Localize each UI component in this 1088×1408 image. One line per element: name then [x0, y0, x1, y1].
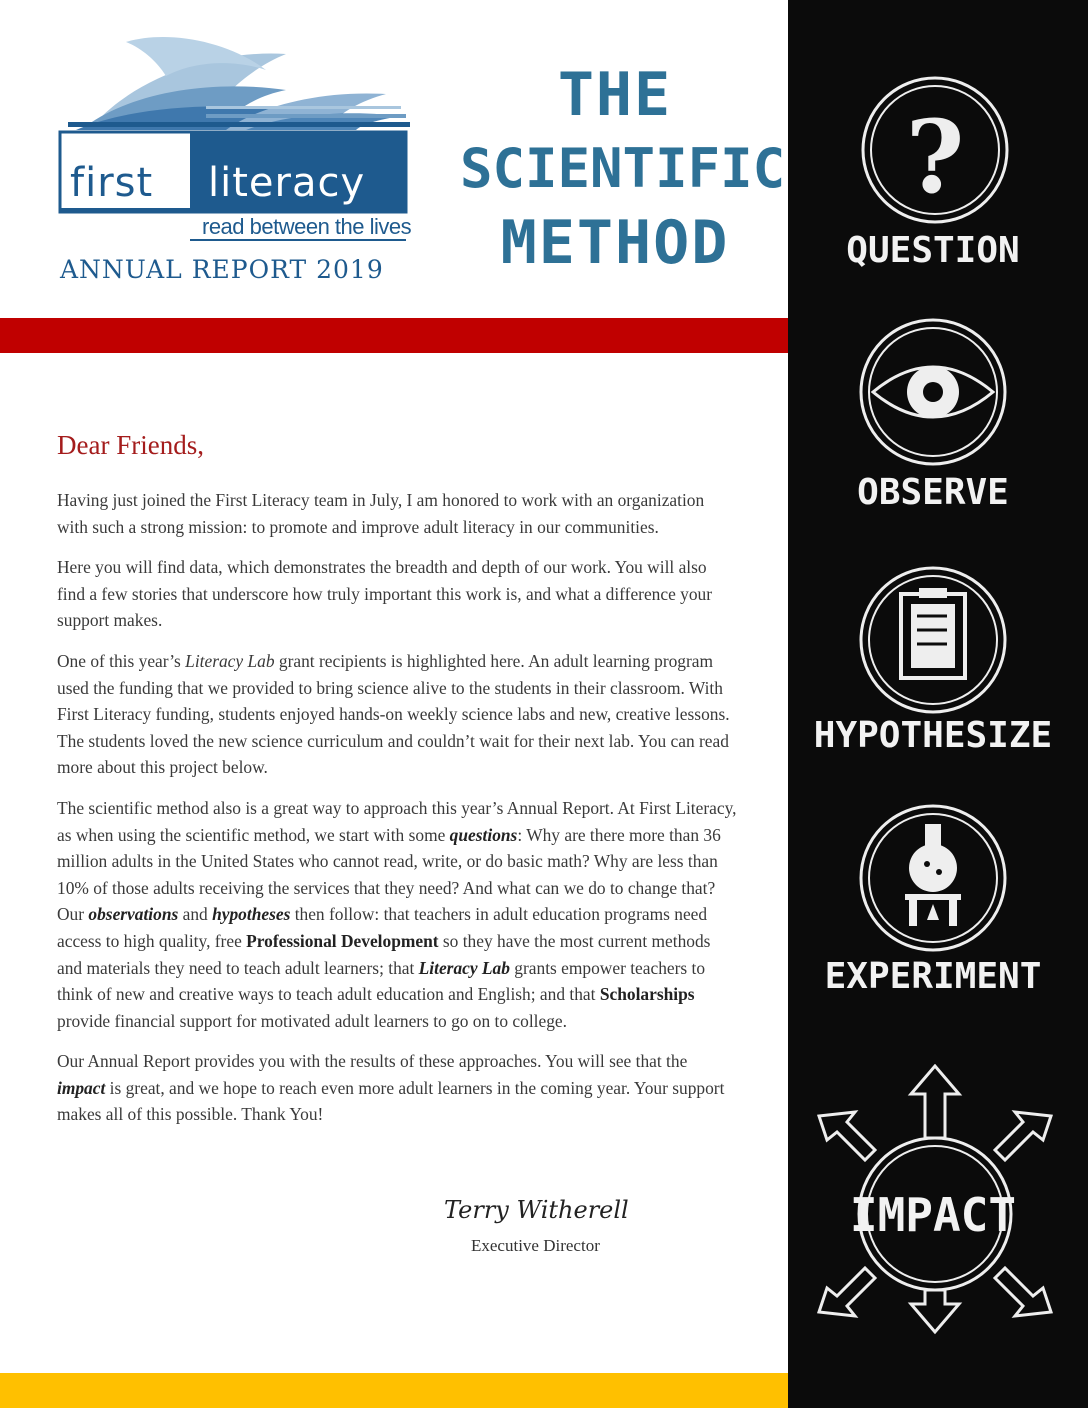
annual-report-label: ANNUAL REPORT 2019	[60, 255, 384, 284]
scientific-method-sidebar	[788, 0, 1088, 1408]
red-divider-band	[0, 318, 788, 353]
step-label-question: QUESTION	[846, 230, 1020, 271]
first-literacy-logo	[56, 30, 416, 250]
yellow-footer-band	[0, 1373, 788, 1408]
emphasis-professional-development: Professional Development	[246, 930, 439, 951]
logo-word-first: first	[70, 160, 154, 206]
eye-icon	[853, 312, 1013, 472]
paragraph-1: Having just joined the First Literacy team in July, I am honored to work with an organization with such a strong mission: to promote and improve adult literacy in our communities.	[57, 490, 705, 537]
clipboard-icon	[853, 560, 1013, 720]
question-mark-icon	[855, 70, 1015, 230]
title-line-2: SCIENTIFIC	[460, 137, 786, 200]
step-label-hypothesize: HYPOTHESIZE	[813, 715, 1053, 756]
emphasis-scholarships: Scholarships	[599, 984, 695, 1005]
signer-title: Executive Director	[471, 1236, 600, 1255]
step-label-impact: IMPACT	[849, 1188, 1017, 1242]
emphasis-literacy-lab-2: Literacy Lab	[418, 957, 510, 978]
step-label-observe: OBSERVE	[857, 472, 1009, 513]
paragraph-3: One of this year’s Literacy Lab grant recipients is highlighted here. An adult learning program used the funding that we provided to bring science alive to the students in their classroom. With First Literacy funding, students enjoyed hands-on weekly science labs and new, creative lessons. The students loved the new science curriculum and couldn’t wait for their next lab. You can read more about this project below.	[57, 650, 730, 778]
logo-tagline: read between the lives	[202, 214, 412, 239]
flask-icon	[853, 798, 1013, 958]
paragraph-2: Here you will find data, which demonstrates the breadth and depth of our work. You will also find a few stories that underscore how truly important this work is, and what a difference your support makes.	[57, 557, 713, 631]
emphasis-observations: observations	[88, 904, 179, 925]
emphasis-impact: impact	[57, 1077, 106, 1098]
page-title	[460, 58, 786, 280]
step-label-experiment: EXPERIMENT	[824, 956, 1042, 997]
paragraph-5: Our Annual Report provides you with the results of these approaches. You will see that the impact is great, and we hope to reach even more adult learners in the coming year. Your support makes all of this possible. Thank You!	[57, 1051, 725, 1125]
signature: Terry Witherell	[444, 1196, 629, 1224]
logo-word-literacy: literacy	[208, 160, 366, 206]
title-line-1: THE	[557, 60, 673, 130]
paragraph-4: The scientific method also is a great way to approach this year’s Annual Report. At First Literacy, as when using the scientific method, we start with some questions: Why are there more than 36 million adults in the United States who cannot read, write, or do basic math? Why are less than 10% of those adults receiving the services that they need? And what can we do to change that? Our observations and hypotheses then follow: that teachers in adult education programs need access to high quality, free Professional Development so they have the most current methods and materials they need to teach adult learners; that Literacy Lab grants empower teachers to think of new and creative ways to teach adult education and English; and that Scholarships provide financial support for motivated adult learners to go on to college.	[57, 797, 737, 1031]
letter-body	[57, 430, 737, 1142]
emphasis-literacy-lab: Literacy Lab	[185, 650, 275, 671]
emphasis-questions: questions	[449, 824, 518, 845]
greeting: Dear Friends,	[57, 430, 204, 460]
emphasis-hypotheses: hypotheses	[212, 904, 291, 925]
svg-text:?: ?	[905, 98, 965, 216]
title-line-3: METHOD	[500, 208, 730, 278]
